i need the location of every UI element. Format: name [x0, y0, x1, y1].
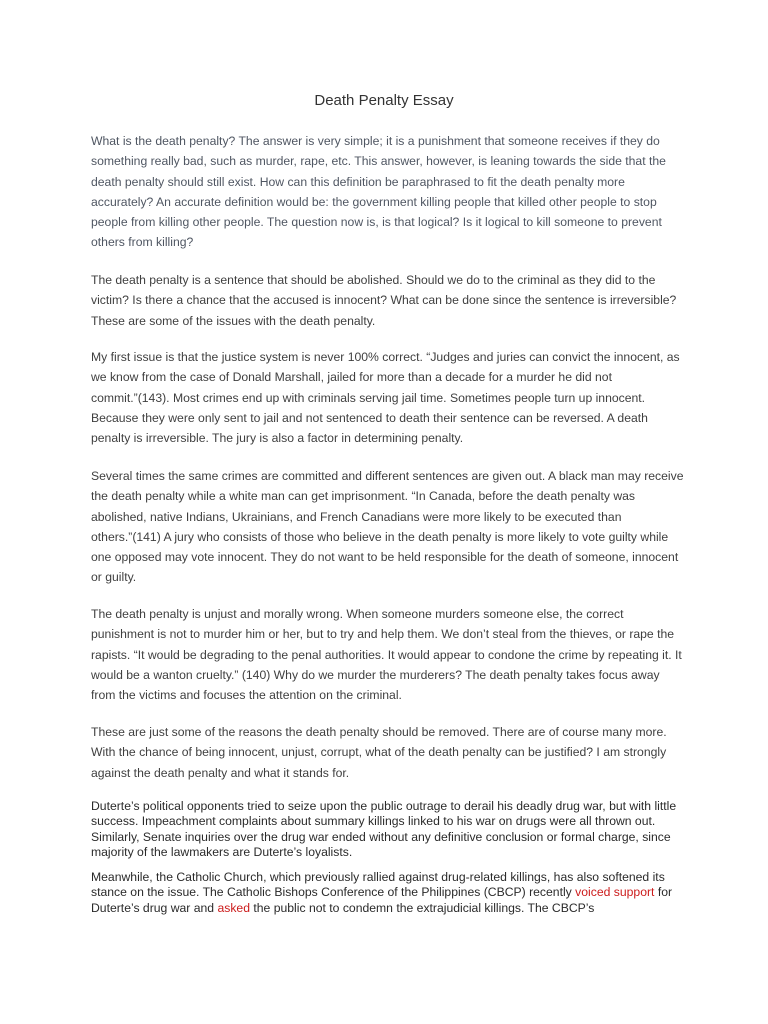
essay-paragraph-3: My first issue is that the justice system is never 100% correct. “Judges and juries can convict the innocent, as we know from the case of Donald Marshall, jailed for more than a decade for a murder he did not commit.”(143). Most crimes end up with criminals serving jail time. Sometimes people turn up innocent. Because they were only sent to jail and not sentenced to death their sentence can be reversed. A death penalty is irreversible. The jury is also a factor in determining penalty.: [91, 350, 680, 446]
essay-paragraph-5: The death penalty is unjust and morally wrong. When someone murders someone else, the correct punishment is not to murder him or her, but to try and help them. We don’t steal from the thieves, or rape the rapists. “It would be degrading to the penal authorities. It would appear to condone the crime by repeating it. It would be a wanton cruelty.” (140) Why do we murder the murderers? The death penalty takes focus away from the victims and focuses the attention on the criminal.: [91, 607, 682, 703]
essay-paragraph-2: The death penalty is a sentence that should be abolished. Should we do to the criminal as they did to the victim? Is there a chance that the accused is innocent? What can be done since the sentence is irreversible? These are some of the issues with the death penalty.: [91, 273, 677, 328]
essay-paragraph-4: Several times the same crimes are committed and different sentences are given out. A black man may receive the death penalty while a white man can get imprisonment. “In Canada, before the death penalty was abolished, native Indians, Ukrainians, and French Canadians were more likely to be executed than others.”(141) A jury who consists of those who believe in the death penalty is more likely to vote guilty while one opposed may vote innocent. They do not want to be held responsible for the death of someone, innocent or guilty.: [91, 469, 684, 585]
document-title: Death Penalty Essay: [314, 92, 454, 109]
news-paragraph-2-text-3: the public not to condemn the extrajudicial killings. The CBCP’s: [250, 900, 595, 915]
news-paragraph-2-text-1: Meanwhile, the Catholic Church, which previously rallied against drug-related killings, has also softened its stance on the issue. The Catholic Bishops Conference of the Philippines (CBCP) recently: [91, 870, 665, 900]
asked-link[interactable]: asked: [217, 900, 250, 915]
news-paragraph-2: [91, 870, 689, 916]
essay-paragraph-6: These are just some of the reasons the death penalty should be removed. There are of course many more. With the chance of being innocent, unjust, corrupt, what of the death penalty can be justified? I am strongly against the death penalty and what it stands for.: [91, 725, 667, 780]
essay-paragraph-1: What is the death penalty? The answer is very simple; it is a punishment that someone receives if they do something really bad, such as murder, rape, etc. This answer, however, is leaning towards the side that the death penalty should still exist. How can this definition be paraphrased to fit the death penalty more accurately? An accurate definition would be: the government killing people that killed other people to stop people from killing other people. The question now is, is that logical? Is it logical to kill someone to prevent others from killing?: [91, 134, 666, 250]
news-paragraph-1: Duterte’s political opponents tried to seize upon the public outrage to derail his deadly drug war, but with little success. Impeachment complaints about summary killings linked to his war on drugs were all thrown out. Similarly, Senate inquiries over the drug war ended without any definitive conclusion or formal charge, since majority of the lawmakers are Duterte’s loyalists.: [91, 799, 677, 860]
voiced-support-link[interactable]: voiced support: [575, 885, 655, 900]
news-paragraph-2-text-2: for Duterte’s drug war and: [91, 885, 673, 915]
